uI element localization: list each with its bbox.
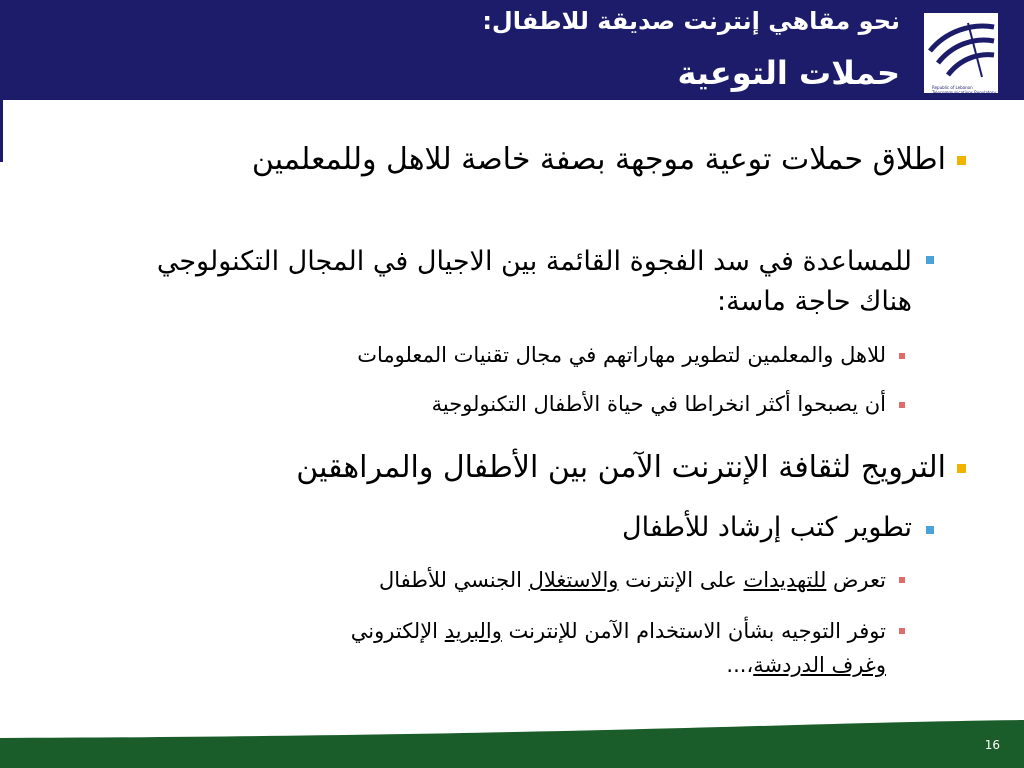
bullet-l3 [86, 614, 886, 682]
bullet-marker-l3 [899, 577, 905, 583]
footer-wave [0, 718, 1024, 740]
text-run: الجنسي للأطفال [378, 568, 529, 592]
text-run: توفر التوجيه بشأن الاستخدام الآمن للإنترنت [501, 619, 886, 643]
underlined-term: وغرف الدردشة [753, 653, 886, 677]
text-run: تعرض [826, 568, 886, 592]
bullet-marker-l2 [926, 256, 934, 264]
bullet-marker-l3 [899, 402, 905, 408]
bullet-l2: تطوير كتب إرشاد للأطفال [621, 512, 912, 543]
bullet-marker-l3 [899, 628, 905, 634]
bullet-l2: للمساعدة في سد الفجوة القائمة بين الاجيال في المجال التكنولوجي هناك حاجة ماسة: [156, 246, 912, 317]
tra-logo [924, 13, 998, 100]
bullet-marker-l3 [899, 353, 905, 359]
bullet-marker-l1 [957, 156, 966, 165]
bullet-marker-l2 [926, 526, 934, 534]
underlined-term: والاستغلال [528, 568, 619, 592]
page-number: 16 [984, 738, 1000, 752]
slide-subtitle: نحو مقاهي إنترنت صديقة للاطفال: [482, 7, 900, 35]
tra-logo-icon [924, 13, 998, 85]
bullet-l3: أن يصبحوا أكثر انخراطا في حياة الأطفال التكنولوجية [431, 392, 886, 416]
bullet-l3 [86, 563, 886, 597]
bullet-l1: الترويج لثقافة الإنترنت الآمن بين الأطفال والمراهقين [296, 450, 946, 485]
text-run: على الإنترنت [618, 568, 744, 592]
logo-caption: Republic of Lebanon Telecommunications Regulatory Authority [932, 85, 996, 100]
bullet-marker-l1 [957, 464, 966, 473]
bullet-l1: اطلاق حملات توعية موجهة بصفة خاصة للاهل وللمعلمين [251, 142, 946, 177]
text-run: ،... [726, 653, 754, 677]
slide-title: حملات التوعية [677, 54, 900, 92]
bullet-l3: للاهل والمعلمين لتطوير مهاراتهم في مجال تقنيات المعلومات [357, 343, 886, 367]
underlined-term: والبريد [444, 619, 502, 643]
left-accent-bar [0, 100, 3, 162]
text-run: الإلكتروني [350, 619, 445, 643]
underlined-term: للتهديدات [743, 568, 827, 592]
